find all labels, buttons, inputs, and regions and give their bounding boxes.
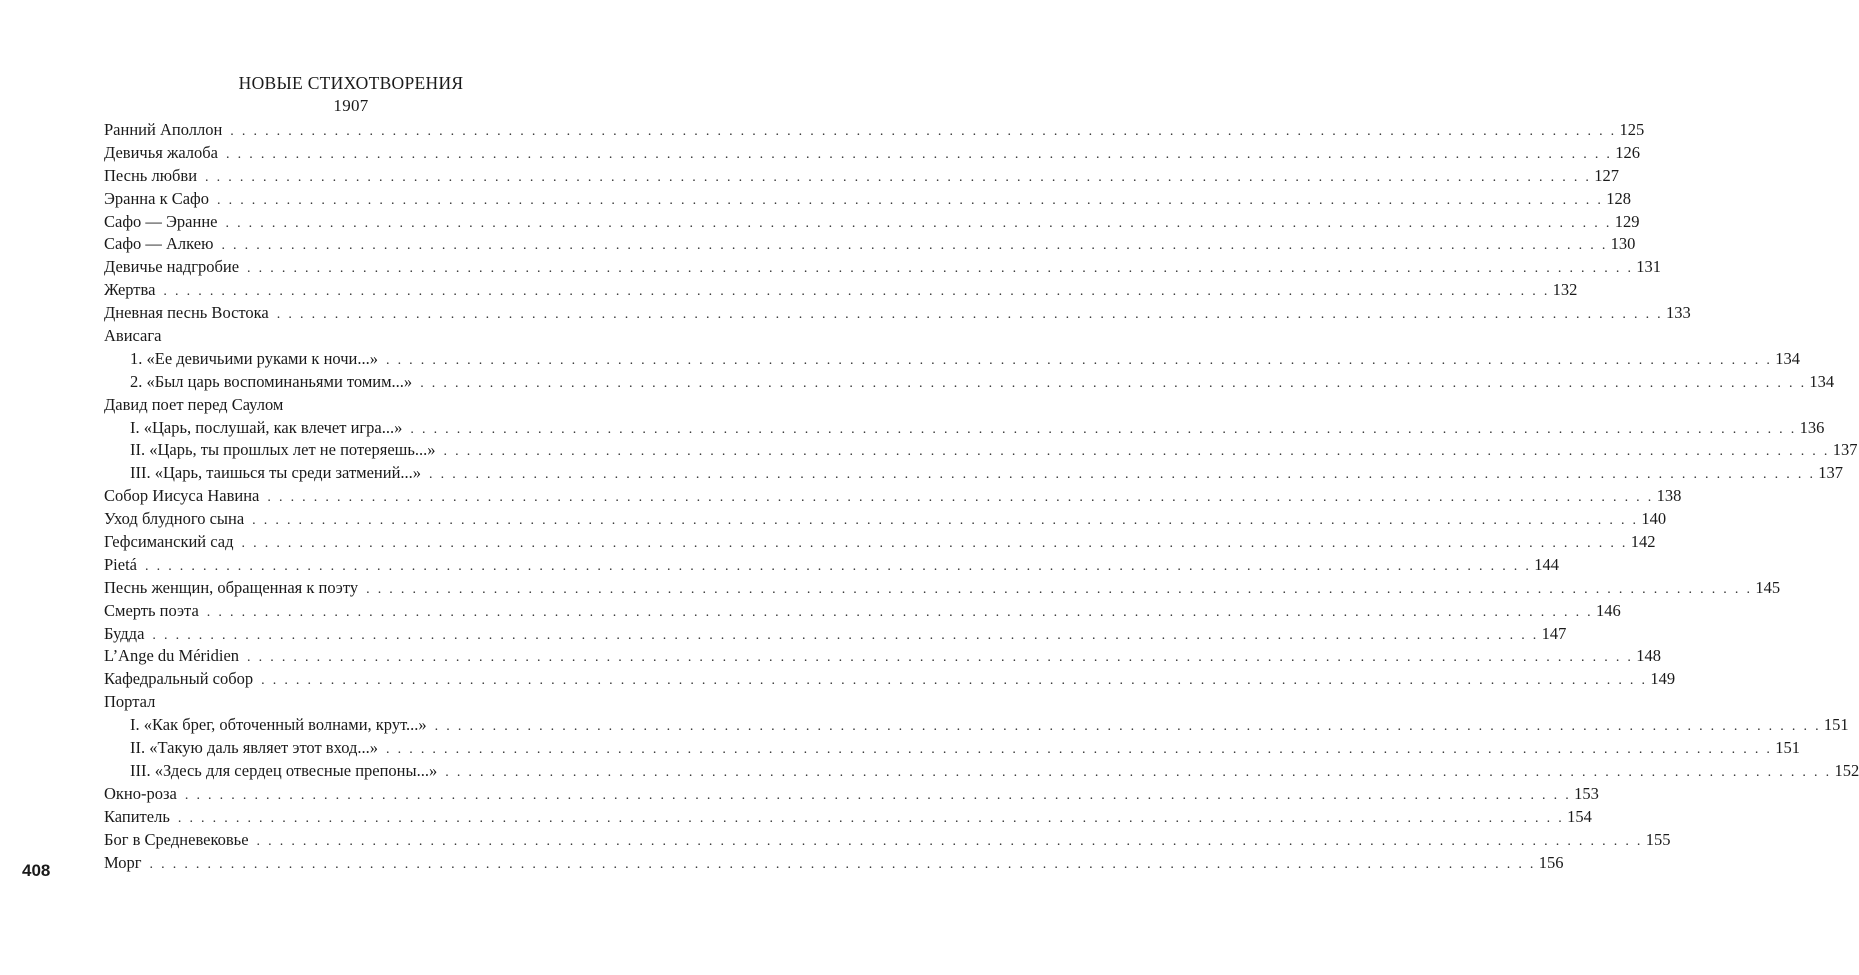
entry-page-number: 156	[1538, 852, 1564, 872]
dot-leader: . . . . . . . . . . . . . . . . . . . . . . . . . . . . . . . . . . . . . . . . . . . . . . . . . . . . . . . . . . . . . . . . . . . . . . . . . . . . . . . . . . . . . . . . . . . . . . . . . . . . . . . . . . . . . . . . . . . . . . . .	[184, 787, 1572, 803]
dot-leader: . . . . . . . . . . . . . . . . . . . . . . . . . . . . . . . . . . . . . . . . . . . . . . . . . . . . . . . . . . . . . . . . . . . . . . . . . . . . . . . . . . . . . . . . . . . . . . . . . . . . . . . . . . . . . . . . . . . . . . . .	[410, 421, 1797, 437]
entry-page-number: 153	[1574, 783, 1599, 803]
toc-entry	[104, 211, 1640, 234]
entry-page-number: 149	[1650, 669, 1676, 689]
dot-leader: . . . . . . . . . . . . . . . . . . . . . . . . . . . . . . . . . . . . . . . . . . . . . . . . . . . . . . . . . . . . . . . . . . . . . . . . . . . . . . . . . . . . . . . . . . . . . . . . . . . . . . . . . . . . . . . . . . . . . . . .	[267, 490, 1654, 506]
entry-title: Портал	[104, 692, 156, 712]
entry-page-number: 130	[1610, 234, 1636, 254]
entry-title: II. «Царь, ты прошлых лет не потеряешь...»	[130, 440, 436, 460]
dot-leader: . . . . . . . . . . . . . . . . . . . . . . . . . . . . . . . . . . . . . . . . . . . . . . . . . . . . . . . . . . . . . . . . . . . . . . . . . . . . . . . . . . . . . . . . . . . . . . . . . . . . . . . . . . . . . . . . . . . . . . . .	[177, 810, 1565, 826]
toc-entry	[104, 852, 1564, 875]
entry-page-number: 140	[1641, 509, 1667, 529]
page-number: 408	[22, 861, 51, 880]
dot-leader: . . . . . . . . . . . . . . . . . . . . . . . . . . . . . . . . . . . . . . . . . . . . . . . . . . . . . . . . . . . . . . . . . . . . . . . . . . . . . . . . . . . . . . . . . . . . . . . . . . . . . . . . . . . . . . . . . . . . . . . .	[221, 238, 1608, 254]
entry-title: Капитель	[104, 806, 170, 826]
table-of-contents	[104, 119, 1859, 874]
entry-page-number: 146	[1595, 600, 1621, 620]
entry-page-number: 154	[1567, 806, 1592, 826]
dot-leader: . . . . . . . . . . . . . . . . . . . . . . . . . . . . . . . . . . . . . . . . . . . . . . . . . . . . . . . . . . . . . . . . . . . . . . . . . . . . . . . . . . . . . . . . . . . . . . . . . . . . . . . . . . . . . . . . . . . . . . . .	[241, 536, 1628, 552]
dot-leader: . . . . . . . . . . . . . . . . . . . . . . . . . . . . . . . . . . . . . . . . . . . . . . . . . . . . . . . . . . . . . . . . . . . . . . . . . . . . . . . . . . . . . . . . . . . . . . . . . . . . . . . . . . . . . . . . . . . . . . . .	[429, 467, 1816, 483]
toc-entry	[104, 577, 1781, 600]
entry-title: Будда	[104, 623, 145, 643]
entry-page-number: 144	[1534, 554, 1559, 574]
entry-title: Морг	[104, 852, 142, 872]
toc-entry	[104, 531, 1656, 554]
toc-entry	[104, 600, 1621, 623]
entry-page-number: 138	[1656, 486, 1682, 506]
entry-title: Девичья жалоба	[104, 142, 219, 162]
dot-leader: . . . . . . . . . . . . . . . . . . . . . . . . . . . . . . . . . . . . . . . . . . . . . . . . . . . . . . . . . . . . . . . . . . . . . . . . . . . . . . . . . . . . . . . . . . . . . . . . . . . . . . . . . . . . . . . . . . . . . . . .	[386, 742, 1773, 758]
entry-page-number: 155	[1645, 829, 1671, 849]
entry-page-number: 132	[1552, 280, 1578, 300]
entry-title: Дневная песнь Востока	[104, 303, 269, 323]
entry-page-number: 129	[1614, 211, 1640, 231]
entry-title: 2. «Был царь воспоминаньями томим...»	[130, 371, 413, 391]
entry-page-number: 134	[1775, 348, 1800, 368]
entry-page-number: 128	[1606, 188, 1631, 208]
entry-page-number: 134	[1809, 371, 1835, 391]
dot-leader: . . . . . . . . . . . . . . . . . . . . . . . . . . . . . . . . . . . . . . . . . . . . . . . . . . . . . . . . . . . . . . . . . . . . . . . . . . . . . . . . . . . . . . . . . . . . . . . . . . . . . . . . . . . . . . . . . . . . . . . .	[261, 673, 1648, 689]
entry-title: Ависага	[104, 326, 162, 346]
dot-leader: . . . . . . . . . . . . . . . . . . . . . . . . . . . . . . . . . . . . . . . . . . . . . . . . . . . . . . . . . . . . . . . . . . . . . . . . . . . . . . . . . . . . . . . . . . . . . . . . . . . . . . . . . . . . . . . . . . . . . . . .	[230, 124, 1617, 139]
entry-title: Песнь любви	[104, 165, 198, 185]
entry-title: Девичье надгробие	[104, 257, 240, 277]
entry-title: I. «Царь, послушай, как влечет игра...»	[130, 417, 403, 437]
toc-entry	[104, 691, 598, 714]
toc-subentry	[104, 737, 1800, 760]
toc-subentry	[104, 371, 1835, 394]
entry-title: III. «Царь, таишься ты среди затмений...»	[130, 463, 422, 483]
entry-page-number: 151	[1775, 738, 1800, 758]
toc-entry	[104, 325, 598, 348]
entry-page-number: 152	[1834, 760, 1859, 780]
toc-subentry	[104, 462, 1843, 485]
entry-title: Кафедральный собор	[104, 669, 254, 689]
toc-subentry	[104, 714, 1849, 737]
entry-page-number: 131	[1636, 257, 1661, 277]
dot-leader: . . . . . . . . . . . . . . . . . . . . . . . . . . . . . . . . . . . . . . . . . . . . . . . . . . . . . . . . . . . . . . . . . . . . . . . . . . . . . . . . . . . . . . . . . . . . . . . . . . . . . . . . . . . . . . . . . . . . . . . .	[276, 307, 1663, 323]
toc-entry	[104, 279, 1578, 302]
entry-title: Уход блудного сына	[104, 509, 245, 529]
toc-entry	[104, 668, 1676, 691]
entry-page-number: 137	[1818, 463, 1843, 483]
entry-title: II. «Такую даль являет этот вход...»	[130, 738, 379, 758]
toc-subentry	[104, 348, 1800, 371]
dot-leader: . . . . . . . . . . . . . . . . . . . . . . . . . . . . . . . . . . . . . . . . . . . . . . . . . . . . . . . . . . . . . . . . . . . . . . . . . . . . . . . . . . . . . . . . . . . . . . . . . . . . . . . . . . . . . . . . . . . . . . . .	[247, 261, 1634, 277]
entry-title: III. «Здесь для сердец отвесные препоны...»	[130, 760, 438, 780]
toc-entry	[104, 623, 1567, 646]
dot-leader: . . . . . . . . . . . . . . . . . . . . . . . . . . . . . . . . . . . . . . . . . . . . . . . . . . . . . . . . . . . . . . . . . . . . . . . . . . . . . . . . . . . . . . . . . . . . . . . . . . . . . . . . . . . . . . . . . . . . . . . .	[225, 215, 1612, 231]
entry-page-number: 142	[1630, 532, 1656, 552]
entry-title: Жертва	[104, 280, 156, 300]
entry-title: Гефсиманский сад	[104, 532, 234, 552]
entry-title: Бог в Средневековье	[104, 829, 249, 849]
entry-title: Ранний Аполлон	[104, 120, 223, 139]
dot-leader: . . . . . . . . . . . . . . . . . . . . . . . . . . . . . . . . . . . . . . . . . . . . . . . . . . . . . . . . . . . . . . . . . . . . . . . . . . . . . . . . . . . . . . . . . . . . . . . . . . . . . . . . . . . . . . . . . . . . . . . .	[385, 352, 1773, 368]
dot-leader: . . . . . . . . . . . . . . . . . . . . . . . . . . . . . . . . . . . . . . . . . . . . . . . . . . . . . . . . . . . . . . . . . . . . . . . . . . . . . . . . . . . . . . . . . . . . . . . . . . . . . . . . . . . . . . . . . . . . . . . .	[252, 513, 1639, 529]
dot-leader: . . . . . . . . . . . . . . . . . . . . . . . . . . . . . . . . . . . . . . . . . . . . . . . . . . . . . . . . . . . . . . . . . . . . . . . . . . . . . . . . . . . . . . . . . . . . . . . . . . . . . . . . . . . . . . . . . . . . . . . .	[205, 169, 1592, 185]
entry-title: Сафо — Алкею	[104, 234, 214, 254]
dot-leader: . . . . . . . . . . . . . . . . . . . . . . . . . . . . . . . . . . . . . . . . . . . . . . . . . . . . . . . . . . . . . . . . . . . . . . . . . . . . . . . . . . . . . . . . . . . . . . . . . . . . . . . . . . . . . . . . . . . . . . . .	[247, 650, 1634, 666]
toc-subentry	[104, 439, 1858, 462]
dot-leader: . . . . . . . . . . . . . . . . . . . . . . . . . . . . . . . . . . . . . . . . . . . . . . . . . . . . . . . . . . . . . . . . . . . . . . . . . . . . . . . . . . . . . . . . . . . . . . . . . . . . . . . . . . . . . . . . . . . . . . . .	[434, 719, 1821, 735]
entry-title: 1. «Ее девичьими руками к ночи...»	[130, 348, 378, 368]
entry-title: L’Ange du Méridien	[104, 646, 240, 666]
entry-page-number: 148	[1636, 646, 1661, 666]
entry-page-number: 127	[1594, 165, 1619, 185]
dot-leader: . . . . . . . . . . . . . . . . . . . . . . . . . . . . . . . . . . . . . . . . . . . . . . . . . . . . . . . . . . . . . . . . . . . . . . . . . . . . . . . . . . . . . . . . . . . . . . . . . . . . . . . . . . . . . . . . . . . . . . . .	[366, 581, 1753, 597]
toc-entry	[104, 645, 1661, 668]
entry-page-number: 137	[1832, 440, 1858, 460]
entry-title: Смерть поэта	[104, 600, 199, 620]
entry-title: Pietá	[104, 554, 137, 574]
entry-title: Песнь женщин, обращенная к поэту	[104, 577, 359, 597]
toc-entry	[104, 165, 1619, 188]
entry-title: I. «Как брег, обточенный волнами, крут...»	[130, 715, 427, 735]
entry-page-number: 147	[1541, 623, 1567, 643]
toc-subentry	[104, 417, 1825, 440]
entry-title: Окно-роза	[104, 783, 177, 803]
section-year: 1907	[333, 96, 369, 115]
toc-entry	[104, 233, 1636, 256]
toc-entry	[104, 806, 1592, 829]
dot-leader: . . . . . . . . . . . . . . . . . . . . . . . . . . . . . . . . . . . . . . . . . . . . . . . . . . . . . . . . . . . . . . . . . . . . . . . . . . . . . . . . . . . . . . . . . . . . . . . . . . . . . . . . . . . . . . . . . . . . . . . .	[445, 764, 1832, 780]
toc-entry	[104, 829, 1671, 852]
entry-page-number: 125	[1619, 120, 1645, 139]
toc-subentry	[104, 760, 1859, 783]
toc-entry	[104, 783, 1599, 806]
toc-entry	[104, 256, 1661, 279]
toc-entry	[104, 485, 1682, 508]
dot-leader: . . . . . . . . . . . . . . . . . . . . . . . . . . . . . . . . . . . . . . . . . . . . . . . . . . . . . . . . . . . . . . . . . . . . . . . . . . . . . . . . . . . . . . . . . . . . . . . . . . . . . . . . . . . . . . . . . . . . . . . .	[217, 192, 1604, 208]
dot-leader: . . . . . . . . . . . . . . . . . . . . . . . . . . . . . . . . . . . . . . . . . . . . . . . . . . . . . . . . . . . . . . . . . . . . . . . . . . . . . . . . . . . . . . . . . . . . . . . . . . . . . . . . . . . . . . . . . . . . . . . .	[420, 375, 1807, 391]
toc-entry	[104, 142, 1640, 165]
entry-page-number: 126	[1615, 142, 1640, 162]
dot-leader: . . . . . . . . . . . . . . . . . . . . . . . . . . . . . . . . . . . . . . . . . . . . . . . . . . . . . . . . . . . . . . . . . . . . . . . . . . . . . . . . . . . . . . . . . . . . . . . . . . . . . . . . . . . . . . . . . . . . . . . .	[443, 444, 1830, 460]
entry-title: Давид поет перед Саулом	[104, 394, 284, 414]
entry-page-number: 133	[1665, 303, 1691, 323]
toc-entry	[104, 394, 598, 417]
entry-page-number: 145	[1755, 577, 1781, 597]
entry-title: Сафо — Эранне	[104, 211, 218, 231]
dot-leader: . . . . . . . . . . . . . . . . . . . . . . . . . . . . . . . . . . . . . . . . . . . . . . . . . . . . . . . . . . . . . . . . . . . . . . . . . . . . . . . . . . . . . . . . . . . . . . . . . . . . . . . . . . . . . . . . . . . . . . . .	[149, 856, 1536, 872]
dot-leader: . . . . . . . . . . . . . . . . . . . . . . . . . . . . . . . . . . . . . . . . . . . . . . . . . . . . . . . . . . . . . . . . . . . . . . . . . . . . . . . . . . . . . . . . . . . . . . . . . . . . . . . . . . . . . . . . . . . . . . . .	[256, 833, 1643, 849]
entry-page-number: 151	[1823, 715, 1849, 735]
dot-leader: . . . . . . . . . . . . . . . . . . . . . . . . . . . . . . . . . . . . . . . . . . . . . . . . . . . . . . . . . . . . . . . . . . . . . . . . . . . . . . . . . . . . . . . . . . . . . . . . . . . . . . . . . . . . . . . . . . . . . . . .	[226, 146, 1613, 162]
section-heading: НОВЫЕ СТИХОТВОРЕНИЯ	[238, 73, 464, 93]
dot-leader: . . . . . . . . . . . . . . . . . . . . . . . . . . . . . . . . . . . . . . . . . . . . . . . . . . . . . . . . . . . . . . . . . . . . . . . . . . . . . . . . . . . . . . . . . . . . . . . . . . . . . . . . . . . . . . . . . . . . . . . .	[145, 558, 1532, 574]
dot-leader: . . . . . . . . . . . . . . . . . . . . . . . . . . . . . . . . . . . . . . . . . . . . . . . . . . . . . . . . . . . . . . . . . . . . . . . . . . . . . . . . . . . . . . . . . . . . . . . . . . . . . . . . . . . . . . . . . . . . . . . .	[206, 604, 1593, 620]
dot-leader: . . . . . . . . . . . . . . . . . . . . . . . . . . . . . . . . . . . . . . . . . . . . . . . . . . . . . . . . . . . . . . . . . . . . . . . . . . . . . . . . . . . . . . . . . . . . . . . . . . . . . . . . . . . . . . . . . . . . . . . .	[163, 284, 1550, 300]
dot-leader: . . . . . . . . . . . . . . . . . . . . . . . . . . . . . . . . . . . . . . . . . . . . . . . . . . . . . . . . . . . . . . . . . . . . . . . . . . . . . . . . . . . . . . . . . . . . . . . . . . . . . . . . . . . . . . . . . . . . . . . .	[152, 627, 1539, 643]
toc-entry	[104, 508, 1667, 531]
toc-entry	[104, 119, 1645, 142]
toc-entry	[104, 188, 1631, 211]
toc-entry	[104, 554, 1559, 577]
entry-title: Эранна к Сафо	[104, 188, 209, 208]
entry-page-number: 136	[1799, 417, 1825, 437]
entry-title: Собор Иисуса Навина	[104, 486, 260, 506]
toc-entry	[104, 302, 1691, 325]
